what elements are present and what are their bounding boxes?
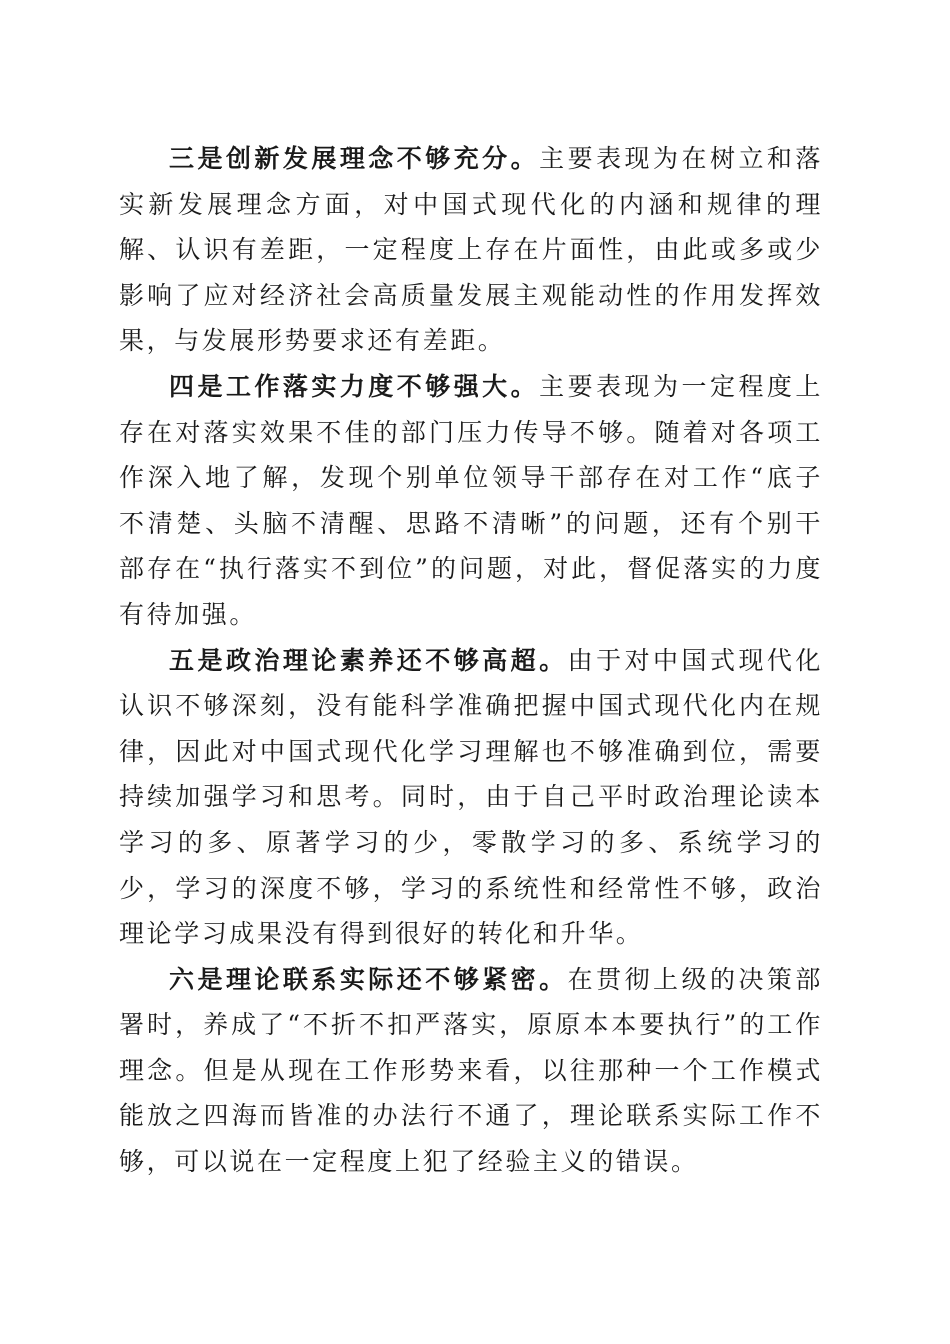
paragraph-heading: 五是政治理论素养还不够高超。 — [169, 645, 568, 675]
paragraph-text: 主要表现为在树立和落实新发展理念方面，对中国式现代化的内涵和规律的理解、认识有差距，一定程度上存在片面性，由此或多或少影响了应对经济社会高质量发展主观能动性的作用发挥效果，与发展形势要求还有差距。 — [119, 144, 823, 356]
paragraph-heading: 三是创新发展理念不够充分。 — [169, 144, 540, 173]
document-body — [119, 136, 823, 1185]
paragraph-text: 在贯彻上级的决策部署时，养成了“不折不扣严落实，原原本本要执行”的工作理念。但是从现在工作形势来看，以往那种一个工作模式能放之四海而皆准的办法行不通了，理论联系实际工作不够，可以说在一定程度上犯了经验主义的错误。 — [119, 964, 824, 1177]
paragraph-political-theory — [119, 638, 823, 957]
paragraph-heading: 四是工作落实力度不够强大。 — [169, 371, 540, 401]
paragraph-theory-practice — [119, 957, 823, 1185]
paragraph-implementation — [119, 364, 823, 638]
paragraph-innovation — [119, 136, 823, 364]
paragraph-text: 主要表现为一定程度上存在对落实效果不佳的部门压力传导不够。随着对各项工作深入地了解，发现个别单位领导干部存在对工作“底子不清楚、头脑不清醒、思路不清晰”的问题，还有个别干部存在“执行落实不到位”的问题，对此，督促落实的力度有待加强。 — [119, 371, 823, 629]
paragraph-heading: 六是理论联系实际还不够紧密。 — [169, 964, 568, 994]
paragraph-text: 由于对中国式现代化认识不够深刻，没有能科学准确把握中国式现代化内在规律，因此对中国式现代化学习理解也不够准确到位，需要持续加强学习和思考。同时，由于自己平时政治理论读本学习的多、原著学习的少，零散学习的多、系统学习的少，学习的深度不够，学习的系统性和经常性不够，政治理论学习成果没有得到很好的转化和升华。 — [119, 645, 824, 949]
